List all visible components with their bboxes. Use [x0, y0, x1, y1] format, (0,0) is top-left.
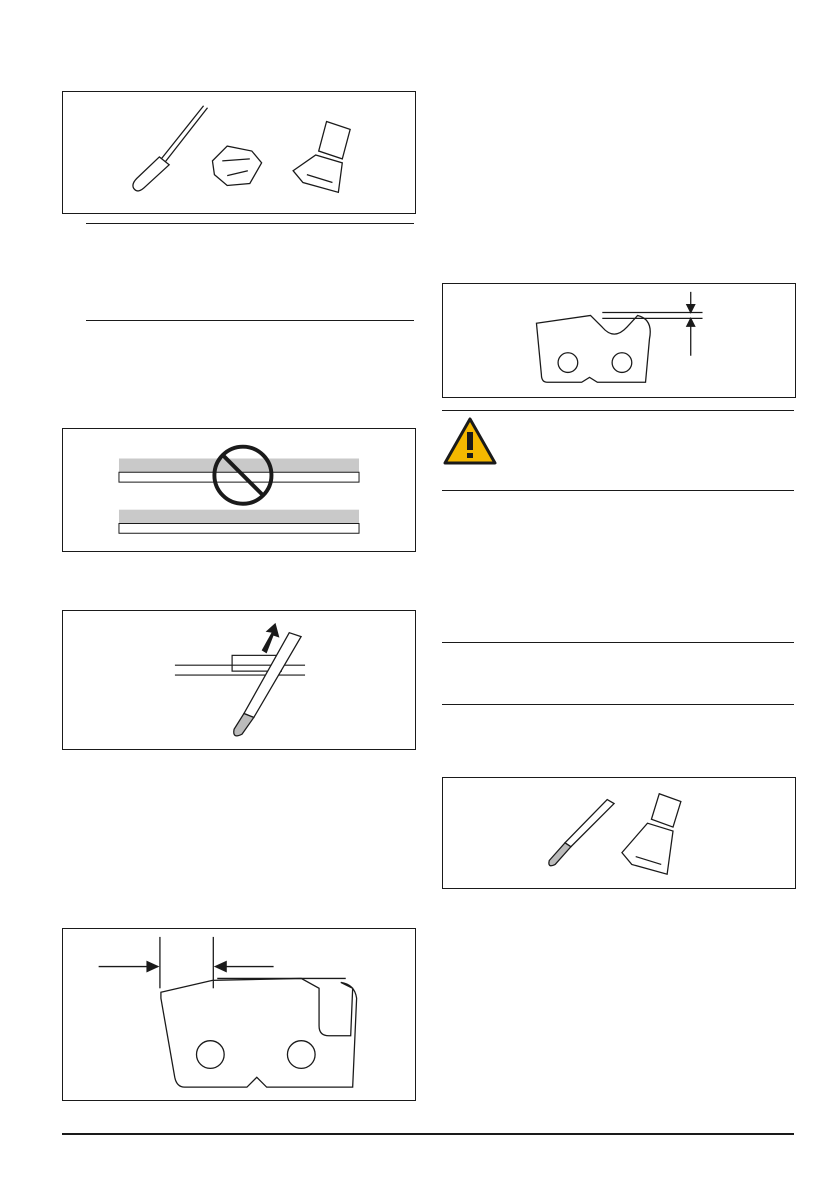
note-top-rule — [86, 223, 414, 224]
saw-chain-icon — [119, 510, 359, 534]
cutter-link-icon — [443, 284, 795, 397]
warning-bottom-rule — [442, 490, 794, 491]
figure-cutter-top-plate-length — [62, 928, 416, 1101]
file-holder-icon — [212, 146, 261, 185]
note-bottom-rule — [86, 320, 414, 321]
figure-depth-gauge-setting — [442, 283, 796, 398]
filing-direction-illustration — [63, 611, 415, 749]
direction-arrow-icon — [262, 623, 280, 654]
note-bottom-rule-right — [442, 704, 794, 705]
figure-tools-set — [62, 91, 416, 214]
tools-illustration — [63, 92, 415, 213]
chain-comparison-illustration — [63, 429, 415, 551]
cutter-link-icon — [63, 929, 415, 1100]
note-top-rule-right — [442, 642, 794, 643]
round-file-icon — [133, 106, 208, 191]
flat-file-icon — [549, 800, 614, 866]
warning-top-rule — [442, 410, 794, 411]
prohibited-icon — [214, 447, 271, 504]
figure-flat-file-and-gauge — [442, 777, 796, 889]
footer-rule — [62, 1133, 794, 1135]
figure-filing-direction — [62, 610, 416, 750]
flat-file-and-gauge-illustration — [443, 778, 795, 888]
depth-gauge-tool-icon — [293, 122, 350, 193]
figure-chain-comparison — [62, 428, 416, 552]
depth-gauge-tool-icon — [622, 794, 681, 875]
warning-triangle-icon — [442, 416, 498, 466]
